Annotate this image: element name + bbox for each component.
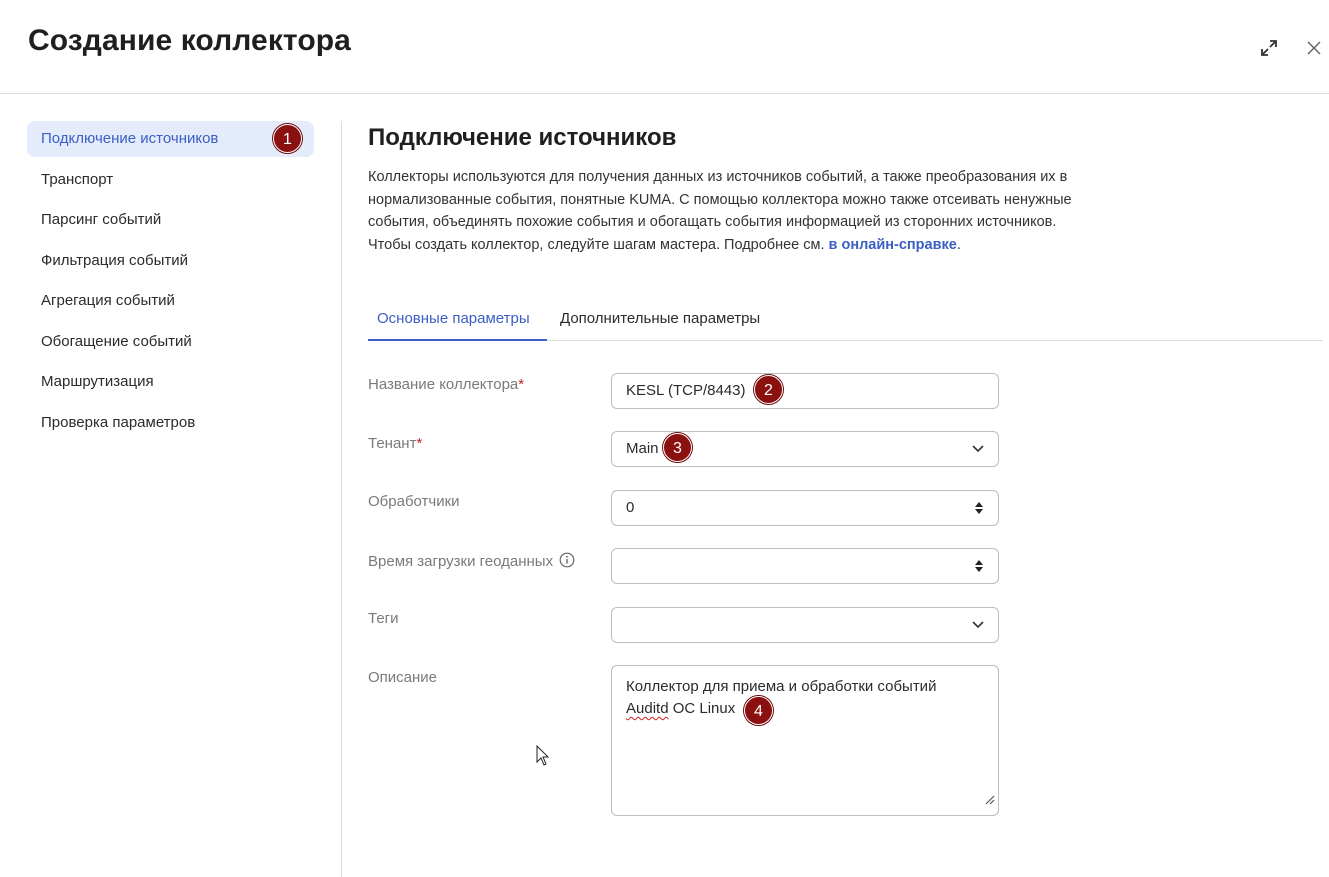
- wizard-steps-sidebar: [27, 121, 314, 445]
- tags-select[interactable]: [611, 607, 999, 643]
- annotation-badge: 4: [744, 696, 773, 725]
- sidebar-item-label: Фильтрация событий: [41, 251, 189, 269]
- info-icon[interactable]: [559, 552, 575, 572]
- sidebar-item-filtering[interactable]: [27, 243, 314, 279]
- description-text: Коллекторы используются для получения данных из источников событий, а также преобразования их в нормализованные события, понятные KUMA. С помощью коллектора можно также отсеивать ненужные события, объединять похожие события и обогащать события информацией из сторонних источников. Чтобы создать коллектор, следуйте шагам мастера. Подробнее см.: [368, 169, 1072, 253]
- dialog-header: [0, 0, 1329, 94]
- sidebar-item-label: Парсинг событий: [41, 211, 162, 228]
- tab-basic-params[interactable]: Основные параметры: [368, 300, 547, 341]
- stepper-arrows-icon[interactable]: [974, 549, 984, 583]
- textarea-text: ОС Linux: [668, 700, 736, 717]
- description-textarea[interactable]: [611, 665, 999, 816]
- sidebar-item-routing[interactable]: [27, 364, 314, 400]
- expand-icon[interactable]: [1259, 38, 1279, 58]
- sidebar-item-parsing[interactable]: [27, 202, 314, 238]
- tenant-select[interactable]: [611, 431, 999, 467]
- stepper-arrows-icon[interactable]: [974, 491, 984, 525]
- handlers-label: Обработчики: [368, 493, 460, 510]
- sidebar-item-review[interactable]: [27, 405, 314, 441]
- sidebar-item-label: Подключение источников: [41, 130, 219, 147]
- description-label: Описание: [368, 669, 438, 686]
- tenant-label: [368, 435, 422, 452]
- chevron-down-icon: [972, 432, 984, 466]
- geodata-time-input[interactable]: [611, 548, 999, 584]
- input-value: KESL (TCP/8443): [626, 382, 746, 399]
- annotation-badge: 1: [273, 124, 302, 153]
- label-text: Время загрузки геоданных: [368, 553, 554, 570]
- tabs-bar: [368, 300, 1323, 341]
- tab-advanced-params[interactable]: Дополнительные параметры: [560, 310, 761, 327]
- sidebar-item-label: Обогащение событий: [41, 332, 192, 350]
- select-value: Main: [626, 440, 659, 457]
- annotation-badge: 2: [754, 375, 783, 404]
- input-value: 0: [626, 499, 635, 516]
- section-title: Подключение источников: [368, 124, 677, 151]
- mouse-cursor-icon: [536, 745, 550, 772]
- sidebar-item-aggregation[interactable]: [27, 283, 314, 319]
- geodata-time-label: [368, 552, 575, 572]
- required-mark: *: [518, 376, 525, 393]
- textarea-line-2: [626, 698, 984, 720]
- chevron-down-icon: [972, 608, 984, 642]
- online-help-link[interactable]: в онлайн-справке: [828, 236, 957, 253]
- label-text: Название коллектора: [368, 376, 519, 393]
- spellcheck-word: Auditd: [626, 700, 669, 717]
- handlers-number-input[interactable]: [611, 490, 999, 526]
- resize-handle-icon[interactable]: [985, 790, 995, 812]
- sidebar-divider: [341, 121, 342, 877]
- section-description: [368, 166, 1098, 256]
- sidebar-item-label: Проверка параметров: [41, 413, 196, 431]
- label-text: Тенант: [368, 435, 417, 452]
- collector-name-label: [368, 376, 524, 393]
- sidebar-item-label: Транспорт: [41, 170, 114, 188]
- required-mark: *: [416, 435, 423, 452]
- page-title: Создание коллектора: [28, 24, 351, 57]
- textarea-line-1: Коллектор для приема и обработки событий: [626, 678, 937, 695]
- collector-name-input[interactable]: [611, 373, 999, 409]
- sidebar-item-label: Маршрутизация: [41, 373, 154, 390]
- sidebar-item-label: Агрегация событий: [41, 292, 175, 309]
- description-end: .: [956, 236, 961, 253]
- sidebar-item-transport[interactable]: [27, 162, 314, 198]
- annotation-badge: 3: [663, 433, 692, 462]
- tags-label: Теги: [368, 610, 399, 627]
- sidebar-item-enrichment[interactable]: [27, 324, 314, 360]
- close-icon[interactable]: [1304, 38, 1324, 58]
- sidebar-item-sources[interactable]: [27, 121, 314, 157]
